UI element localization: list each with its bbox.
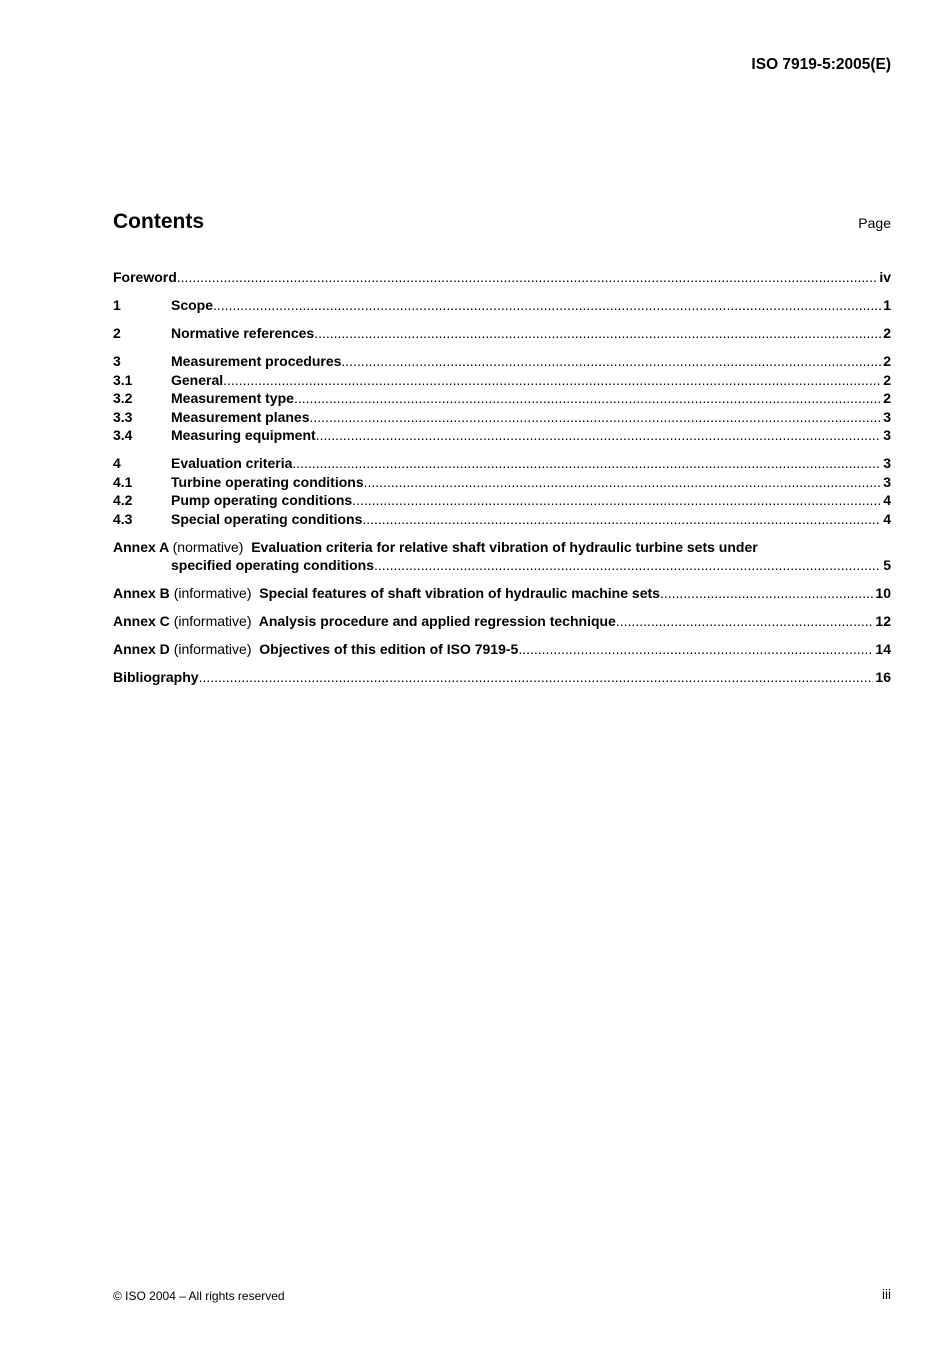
- toc-entry-page: 3: [883, 408, 891, 425]
- toc-entry-title: Measurement type: [171, 390, 294, 406]
- toc-entry-title: Pump operating conditions: [171, 492, 353, 508]
- toc-entry-pump-operating-conditions[interactable]: [113, 491, 891, 510]
- toc-leader-dots: [213, 296, 881, 315]
- toc-entry-measuring-equipment[interactable]: [113, 426, 891, 445]
- annex-label: Annex C: [113, 613, 170, 629]
- toc-entry-page: 2: [883, 353, 891, 369]
- toc-group-2: [113, 324, 891, 343]
- toc-entry-page: 4: [883, 510, 891, 527]
- annex-label: Annex B: [113, 585, 170, 601]
- toc-entry-foreword[interactable]: [113, 268, 891, 287]
- toc-entry-annex-a[interactable]: [113, 538, 891, 575]
- toc-entry-number: 3.4: [113, 427, 133, 443]
- toc-entry-title: Measuring equipment: [171, 427, 316, 443]
- toc-entry-page: 14: [875, 641, 891, 657]
- toc-group-foreword: [113, 268, 891, 287]
- toc-entry-number: 4.3: [113, 510, 133, 527]
- toc-entry-scope[interactable]: [113, 296, 891, 315]
- toc-entry-number: 4.2: [113, 492, 133, 508]
- toc-group-4: [113, 454, 891, 528]
- toc-entry-title: [113, 584, 660, 603]
- toc-group-3: [113, 352, 891, 445]
- toc-entry-number: 4: [113, 455, 121, 471]
- contents-header: [113, 210, 891, 234]
- toc-entry-title: [113, 640, 518, 659]
- toc-entry-title: Scope: [171, 297, 214, 313]
- toc-entry-page: 5: [883, 557, 891, 573]
- annex-type: (informative): [173, 585, 252, 601]
- annex-title-continued: specified operating conditions: [171, 557, 375, 573]
- toc-leader-dots: [177, 268, 878, 287]
- annex-title: Evaluation criteria for relative shaft vibration of hydraulic turbine sets under: [251, 538, 758, 555]
- toc-leader-dots: [518, 640, 873, 659]
- toc-entry-page: 4: [883, 492, 891, 508]
- toc-entry-special-operating-conditions[interactable]: [113, 510, 891, 529]
- toc-entry-number: 3.2: [113, 390, 133, 406]
- toc-entry-annex-c[interactable]: [113, 612, 891, 631]
- toc-group-annex-c: [113, 612, 891, 631]
- toc-leader-dots: [341, 352, 881, 371]
- toc-entry-title: Measurement procedures: [171, 353, 342, 369]
- toc-entry-title: Measurement planes: [171, 408, 310, 425]
- annex-label: Annex A: [113, 538, 169, 555]
- toc-leader-dots: [364, 473, 882, 492]
- toc-entry-page: 2: [883, 390, 891, 406]
- toc-leader-dots: [352, 491, 881, 510]
- toc-entry-bibliography[interactable]: [113, 668, 891, 687]
- toc-entry-number: 1: [113, 297, 121, 313]
- toc-entry-turbine-operating-conditions[interactable]: [113, 473, 891, 492]
- toc-entry-page: 12: [875, 613, 891, 629]
- toc-leader-dots: [310, 408, 882, 427]
- annex-a-line-1: [113, 538, 891, 557]
- toc-entry-general[interactable]: [113, 371, 891, 390]
- toc-entry-title: Normative references: [171, 325, 315, 341]
- toc-group-bibliography: [113, 668, 891, 687]
- toc-entry-page: 3: [883, 427, 891, 443]
- toc-entry-normative-references[interactable]: [113, 324, 891, 343]
- toc-group-annex-b: [113, 584, 891, 603]
- toc-entry-evaluation-criteria[interactable]: [113, 454, 891, 473]
- toc-entry-measurement-procedures[interactable]: [113, 352, 891, 371]
- toc-entry-title: Turbine operating conditions: [171, 473, 364, 490]
- table-of-contents: [113, 268, 891, 696]
- contents-title: Contents: [113, 210, 204, 233]
- toc-leader-dots: [223, 371, 881, 390]
- annex-type: (informative): [173, 613, 252, 629]
- toc-group-1: [113, 296, 891, 315]
- annex-type: (informative): [173, 641, 252, 657]
- toc-entry-number: 4.1: [113, 473, 133, 490]
- toc-entry-annex-d[interactable]: [113, 640, 891, 659]
- footer-page-number: iii: [882, 1287, 891, 1302]
- toc-entry-page: 2: [883, 325, 891, 341]
- toc-entry-page: 16: [875, 669, 891, 685]
- toc-entry-page: 2: [883, 371, 891, 388]
- toc-entry-page: 10: [875, 585, 891, 601]
- toc-entry-title: General: [171, 371, 224, 388]
- toc-entry-title: Foreword: [113, 269, 177, 285]
- toc-entry-measurement-planes[interactable]: [113, 408, 891, 427]
- toc-leader-dots: [616, 612, 874, 631]
- toc-entry-page: iv: [879, 269, 891, 285]
- toc-entry-title: Evaluation criteria: [171, 455, 293, 471]
- toc-leader-dots: [660, 584, 873, 603]
- toc-entry-annex-b[interactable]: [113, 584, 891, 603]
- toc-entry-number: 3.1: [113, 371, 133, 388]
- toc-entry-page: 3: [883, 473, 891, 490]
- toc-entry-title: Bibliography: [113, 669, 199, 685]
- toc-entry-title: Special operating conditions: [171, 510, 363, 527]
- toc-entry-number: 2: [113, 325, 121, 341]
- toc-leader-dots: [199, 668, 874, 687]
- page-column-label: Page: [858, 215, 891, 231]
- footer-copyright: © ISO 2004 – All rights reserved: [113, 1289, 285, 1303]
- annex-title: Special features of shaft vibration of hydraulic machine sets: [259, 585, 660, 601]
- annex-title: Analysis procedure and applied regression technique: [258, 613, 616, 629]
- document-id: ISO 7919-5:2005(E): [751, 56, 891, 73]
- toc-entry-measurement-type[interactable]: [113, 389, 891, 408]
- annex-a-line-2: [113, 556, 891, 575]
- toc-leader-dots: [316, 426, 882, 445]
- toc-entry-number: 3: [113, 353, 121, 369]
- toc-leader-dots: [314, 324, 881, 343]
- annex-type: (normative): [172, 538, 244, 555]
- toc-entry-page: 3: [883, 455, 891, 471]
- toc-leader-dots: [294, 389, 881, 408]
- toc-leader-dots: [292, 454, 881, 473]
- annex-title: Objectives of this edition of ISO 7919-5: [259, 641, 519, 657]
- toc-entry-title: [113, 612, 616, 631]
- annex-label: Annex D: [113, 641, 170, 657]
- toc-entry-number: 3.3: [113, 408, 133, 425]
- toc-leader-dots: [362, 510, 881, 529]
- toc-entry-page: 1: [883, 297, 891, 313]
- toc-leader-dots: [374, 556, 881, 575]
- toc-group-annex-d: [113, 640, 891, 659]
